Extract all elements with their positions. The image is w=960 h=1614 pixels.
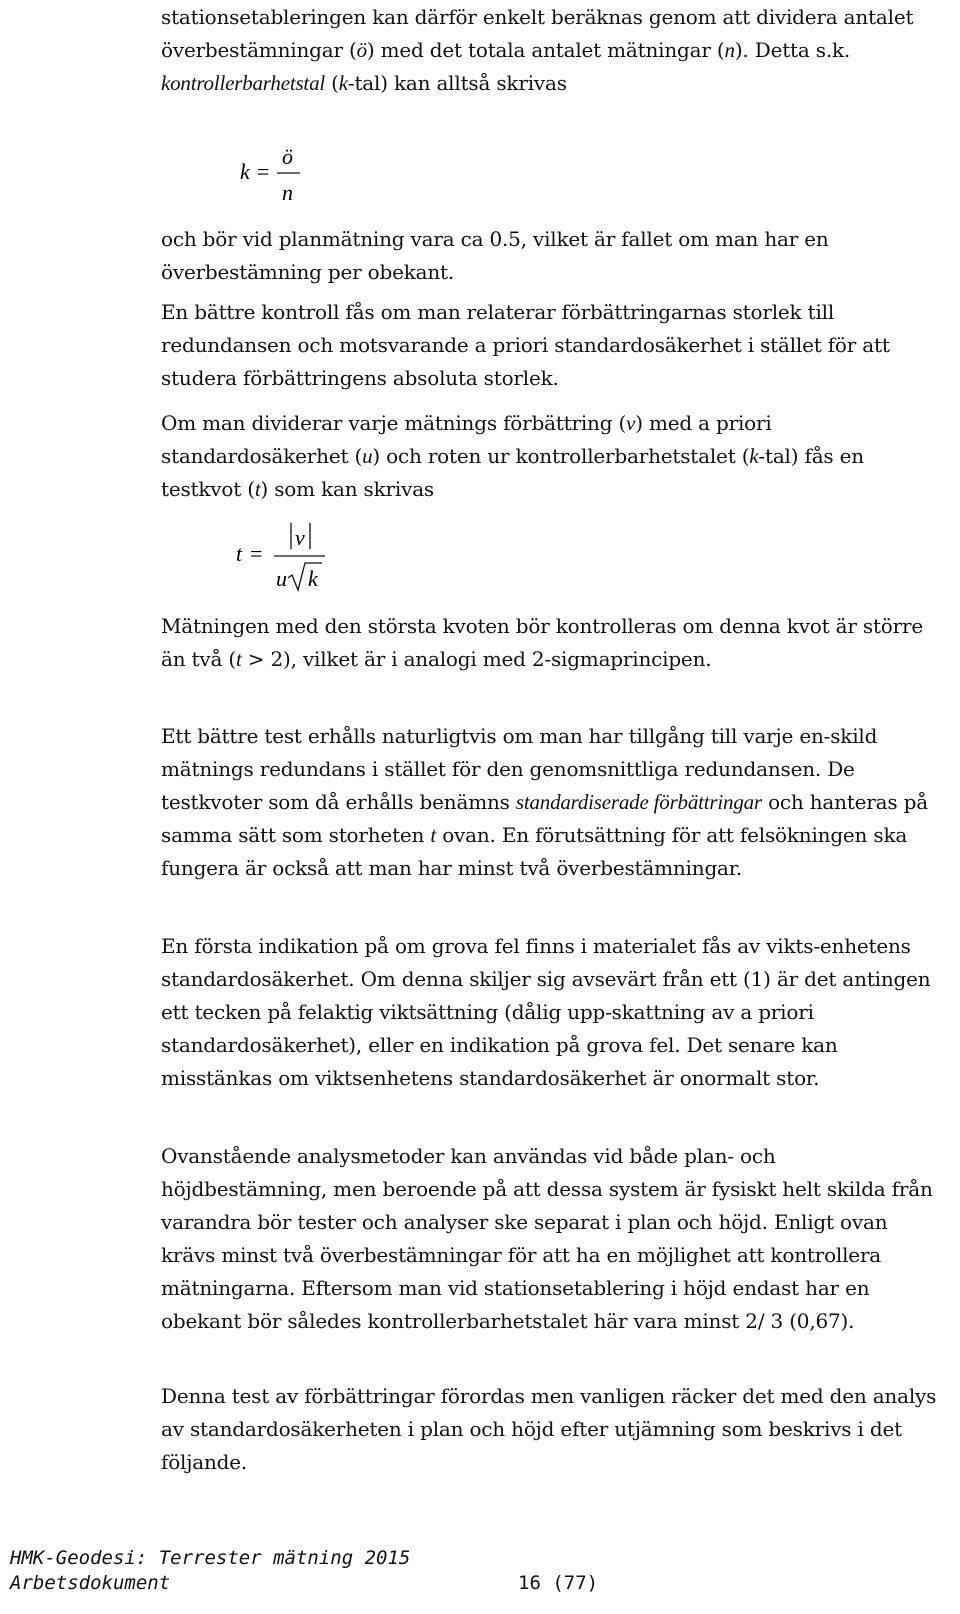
paragraph-battre-kontroll: En bättre kontroll fås om man relaterar förbättringarnas storlek till redundansen och motsvarande a priori standardosäkerhet i stället för att studera förbättringens absoluta storlek. xyxy=(161,300,890,390)
formula-t-lhs: t xyxy=(236,541,243,566)
formula-k-numerator: ö xyxy=(282,144,293,169)
paragraph-test-av-forbattringar: Denna test av förbättringar förordas men vanligen räcker det med den analys av standardosäkerheten i plan och höjd efter utjämning som beskrivs i det följande. xyxy=(161,1384,937,1474)
formula-t-denominator-k: k xyxy=(308,566,318,591)
paragraph-storsta-kvoten: Mätningen med den största kvoten bör kontrolleras om denna kvot är större än två (t > 2), vilket är i analogi med 2-sigmaprincipen. xyxy=(161,614,923,671)
paragraph-testkvot: Om man dividerar varje mätnings förbättring (v) med a priori standardosäkerhet (u) och roten ur kontrollerbarhetstalet (k-tal) fås en testkvot (t) som kan skrivas xyxy=(161,411,864,501)
term-standardiserade-forbattringar: standardiserade förbättringar xyxy=(515,790,762,814)
formula-t-equals: = xyxy=(250,541,263,566)
footer-title: HMK-Geodesi: Terrester mätning 2015 xyxy=(10,1547,411,1569)
paragraph-kontrollerbarhetstal: stationsetableringen kan därför enkelt beräknas genom att dividera antalet överbestämningar (ö) med det totala antalet mätningar (n). Detta s.k. kontrollerbarhetstal (k-tal) kan alltså skrivas xyxy=(161,5,914,95)
footer-subtitle: Arbetsdokument xyxy=(10,1572,171,1594)
formula-k-equals: = xyxy=(257,159,270,184)
paragraph-viktsenhetens-standardosakerhet: En första indikation på om grova fel finns i materialet fås av vikts-enhetens standardosäkerhet. Om denna skiljer sig avsevärt från ett (1) är det antingen ett tecken på felaktig viktsättning (dålig upp-skattning av a priori standardosäkerhet), eller en indikation på grova fel. Det senare kan misstänkas om viktsenhetens standardosäkerhet är onormalt stor. xyxy=(161,934,931,1090)
formula-t-numerator: v xyxy=(295,525,305,550)
paragraph-standardiserade-forbattringar: Ett bättre test erhålls naturligtvis om man har tillgång till varje en-skild mätnings redundans i stället för den genomsnittliga redundansen. De testkvoter som då erhålls benämns standardiserade förbättringar och hanteras på samma sätt som storheten t ovan. En förutsättning för att felsökningen ska fungera är också att man har minst två överbestämningar. xyxy=(161,724,928,880)
formula-t-equals-v-over-u-sqrt-k xyxy=(228,516,338,596)
paragraph-planmatning: och bör vid planmätning vara ca 0.5, vilket är fallet om man har en överbestämning per obekant. xyxy=(161,227,829,284)
formula-k-equals-o-over-n xyxy=(236,142,316,212)
formula-k-lhs: k xyxy=(240,159,250,184)
formula-t-denominator-u: u xyxy=(276,566,287,591)
formula-k-denominator: n xyxy=(282,180,293,205)
term-kontrollerbarhetstal: kontrollerbarhetstal xyxy=(161,71,326,95)
page-number: 16 (77) xyxy=(518,1572,599,1594)
paragraph-analysmetoder: Ovanstående analysmetoder kan användas vid både plan- och höjdbestämning, men beroende på att dessa system är fysiskt helt skilda från varandra bör tester och analyser ske separat i plan och höjd. Enligt ovan krävs minst två överbestämningar för att ha en möjlighet att kontrollera mätningarna. Eftersom man vid stationsetablering i höjd endast har en obekant bör således kontrollerbarhetstalet här vara minst 2/ 3 (0,67). xyxy=(161,1144,933,1333)
